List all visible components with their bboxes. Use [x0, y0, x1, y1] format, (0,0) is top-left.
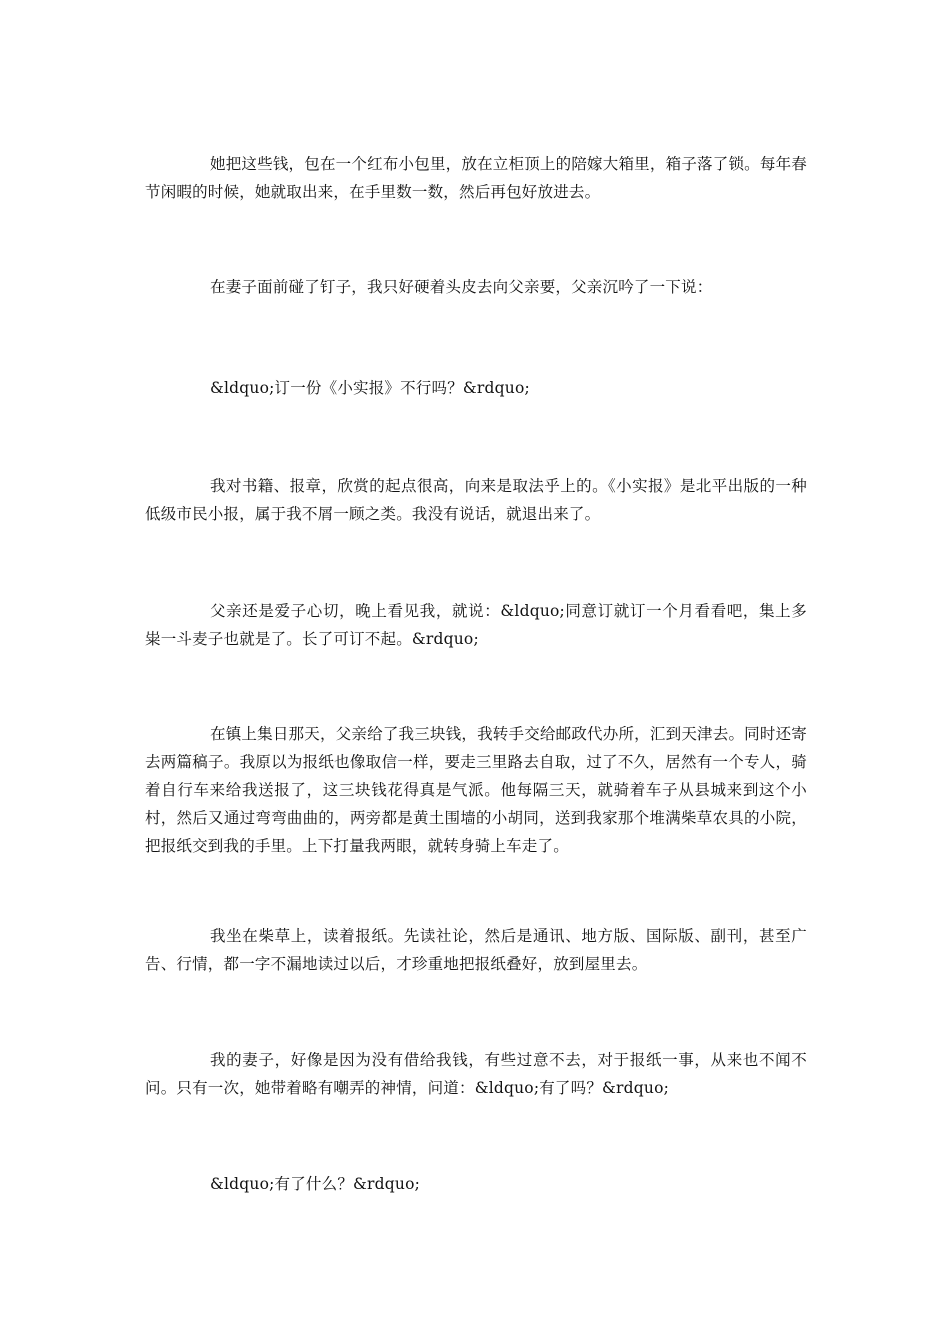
- paragraph-1: 她把这些钱，包在一个红布小包里，放在立柜顶上的陪嫁大箱里，箱子落了锁。每年春节闲暇的时候，她就取出来，在手里数一数，然后再包好放进去。: [145, 155, 807, 201]
- paragraph-5: 父亲还是爱子心切，晚上看见我，就说：&ldquo;同意订就订一个月看看吧，集上多粜一斗麦子也就是了。长了可订不起。&rdquo;: [145, 602, 807, 648]
- paragraph-7: 我坐在柴草上，读着报纸。先读社论，然后是通讯、地方版、国际版、副刊，甚至广告、行情，都一字不漏地读过以后，才珍重地把报纸叠好，放到屋里去。: [145, 927, 807, 973]
- paragraph-8: 我的妻子，好像是因为没有借给我钱，有些过意不去，对于报纸一事，从来也不闻不问。只有一次，她带着略有嘲弄的神情，问道：&ldquo;有了吗？&rdquo;: [145, 1051, 807, 1097]
- paragraph-9: &ldquo;有了什么？&rdquo;: [210, 1175, 421, 1193]
- paragraph-3: &ldquo;订一份《小实报》不行吗？&rdquo;: [210, 379, 530, 397]
- paragraph-2: 在妻子面前碰了钉子，我只好硬着头皮去向父亲要，父亲沉吟了一下说：: [210, 278, 713, 296]
- paragraph-6: 在镇上集日那天，父亲给了我三块钱，我转手交给邮政代办所，汇到天津去。同时还寄去两篇稿子。我原以为报纸也像取信一样，要走三里路去自取，过了不久，居然有一个专人，骑着自行车来给我送报了，这三块钱花得真是气派。他每隔三天，就骑着车子从县城来到这个小村，然后又通过弯弯曲曲的，两旁都是黄土围墙的小胡同，送到我家那个堆满柴草农具的小院，把报纸交到我的手里。上下打量我两眼，就转身骑上车走了。: [145, 725, 807, 855]
- paragraph-4: 我对书籍、报章，欣赏的起点很高，向来是取法乎上的。《小实报》是北平出版的一种低级市民小报，属于我不屑一顾之类。我没有说话，就退出来了。: [145, 477, 807, 523]
